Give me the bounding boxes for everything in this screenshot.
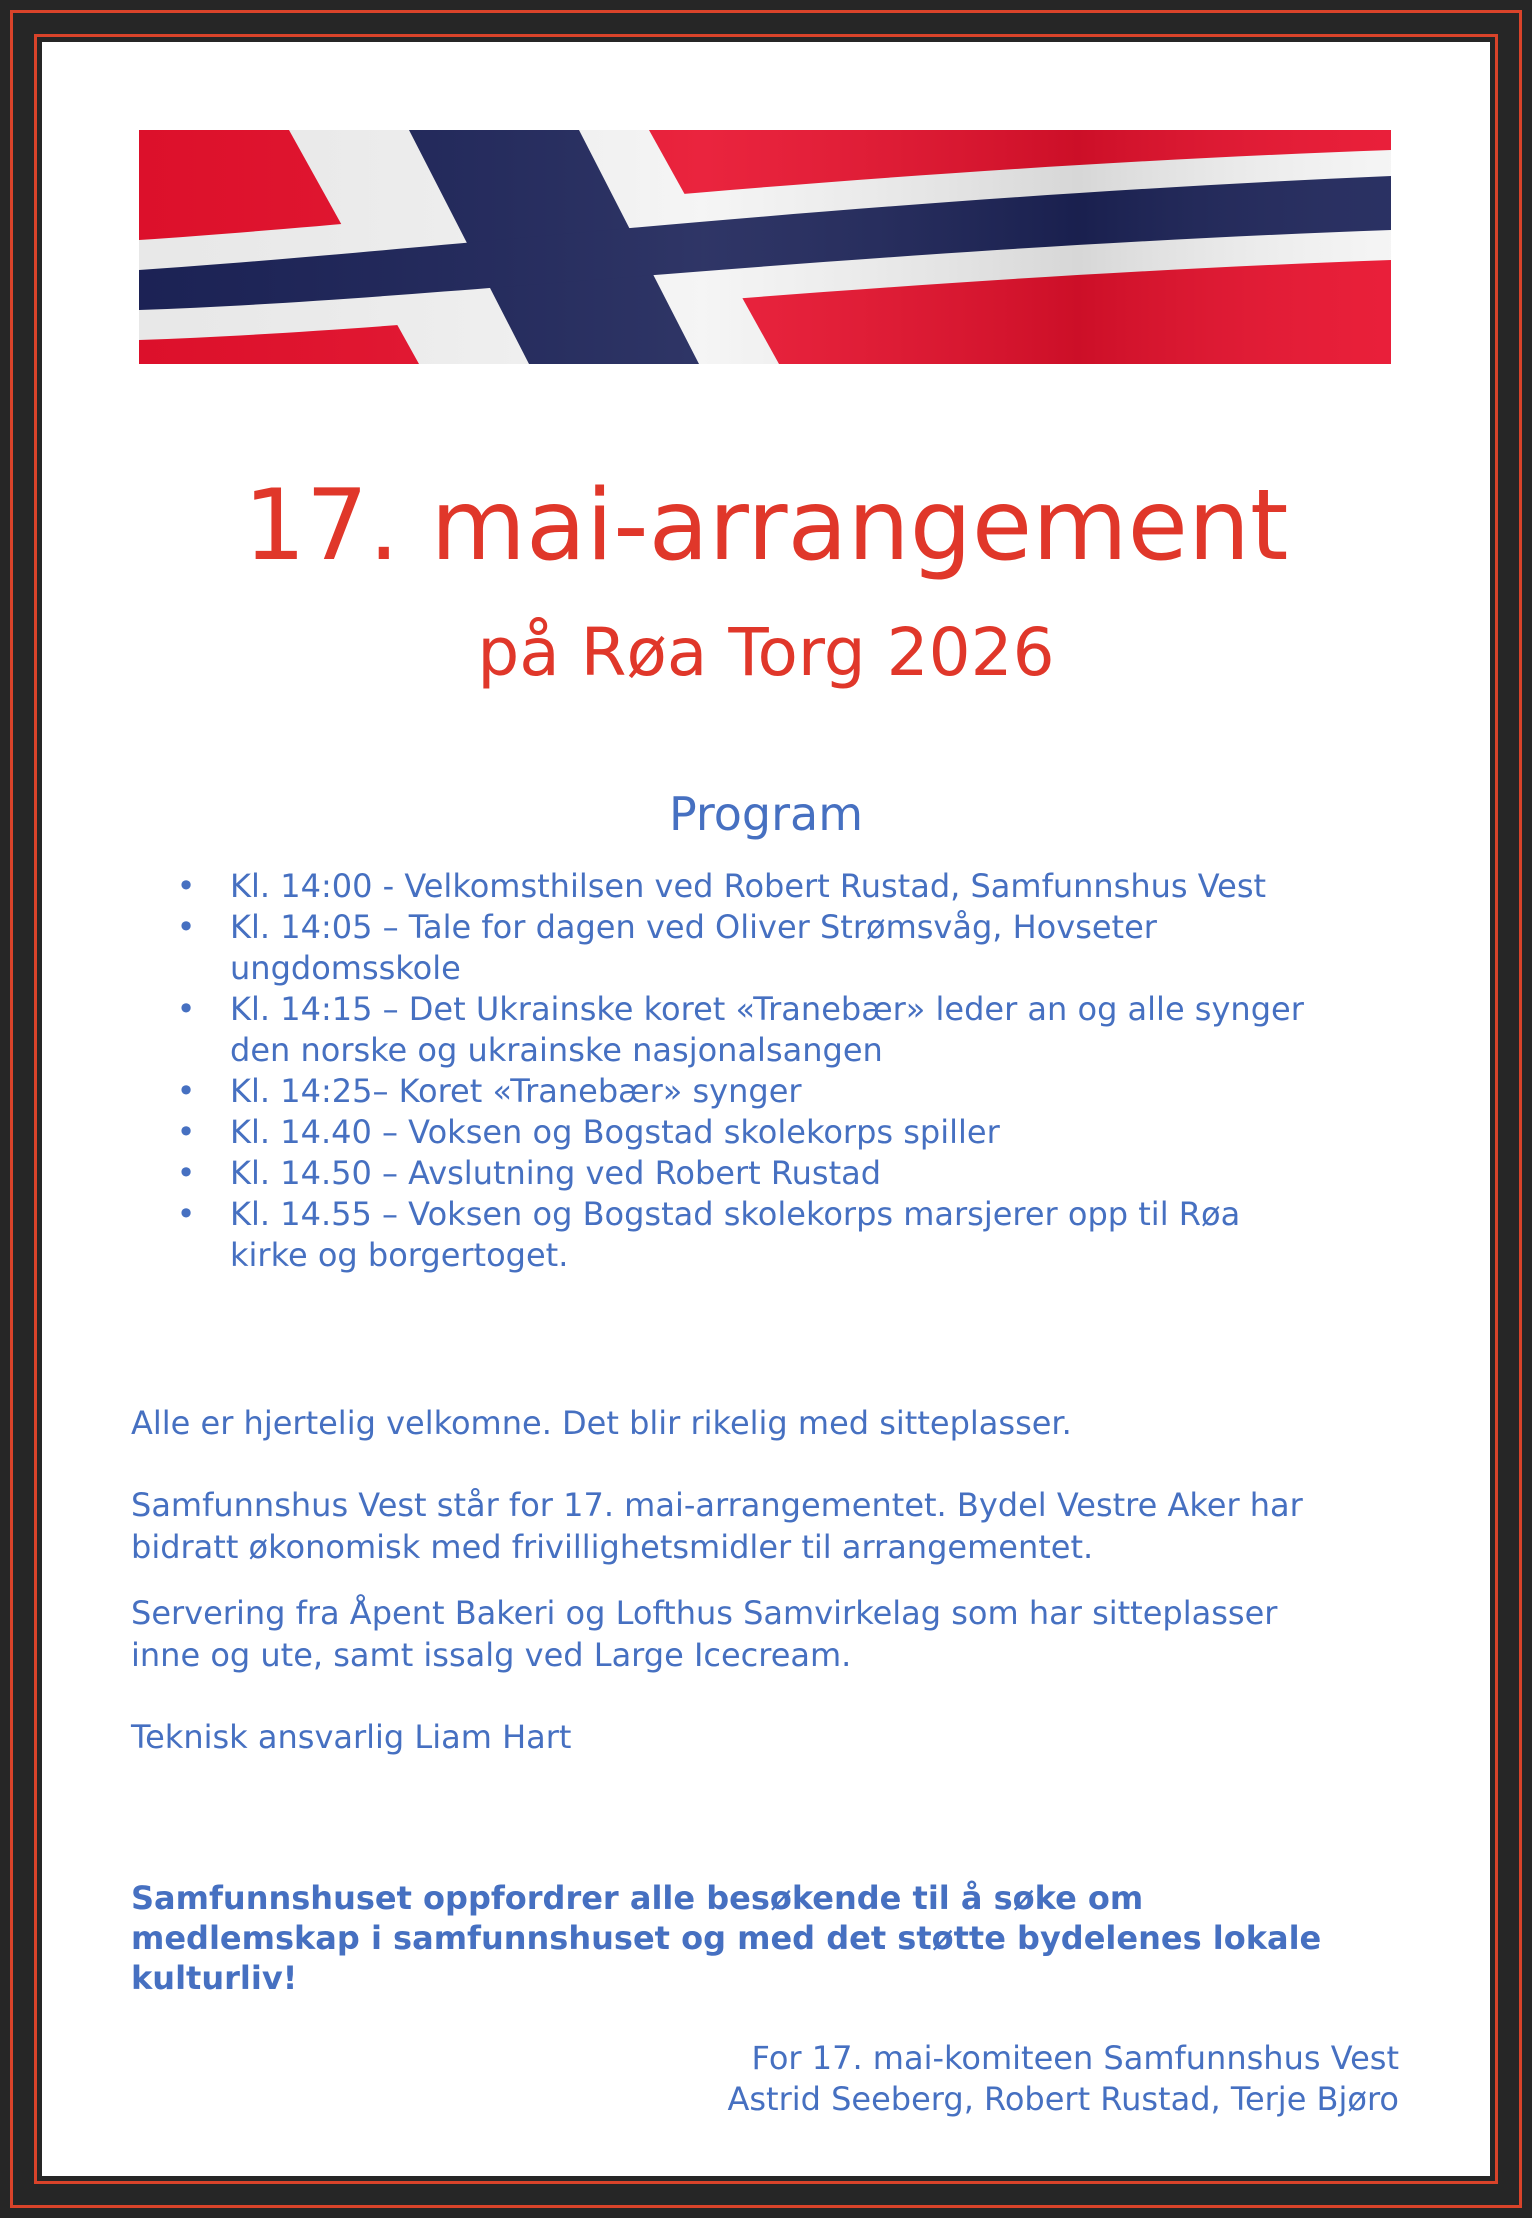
program-item-text-cont: den norske og ukrainske nasjonalsangen	[230, 1031, 883, 1069]
program-item-text: Kl. 14:15 – Det Ukrainske koret «Tranebær» leder an og alle synger	[230, 990, 1304, 1028]
event-subtitle: på Røa Torg 2026	[477, 614, 1055, 691]
organizer-line: bidratt økonomisk med frivillighetsmidler til arrangementet.	[131, 1528, 1094, 1566]
program-item-text: Kl. 14:00 - Velkomsthilsen ved Robert Rustad, Samfunnshus Vest	[230, 867, 1267, 905]
signature-committee: For 17. mai-komiteen Samfunnshus Vest	[751, 2039, 1399, 2077]
welcome-text: Alle er hjertelig velkomne. Det blir rikelig med sitteplasser.	[131, 1404, 1072, 1442]
program-item-text: Kl. 14:05 – Tale for dagen ved Oliver Strømsvåg, Hovseter	[230, 908, 1157, 946]
program-item-text: Kl. 14.50 – Avslutning ved Robert Rustad	[230, 1154, 882, 1192]
organizer-text	[131, 1484, 1421, 1568]
serving-line: Servering fra Åpent Bakeri og Lofthus Samvirkelag som har sitteplasser	[131, 1594, 1278, 1632]
bullet-icon: •	[176, 1072, 196, 1110]
bullet-icon: •	[176, 990, 196, 1028]
appeal-line: Samfunnshuset oppfordrer alle besøkende til å søke om	[131, 1879, 1144, 1917]
technical-text: Teknisk ansvarlig Liam Hart	[131, 1718, 572, 1756]
signature-block	[131, 2038, 1399, 2120]
program-heading: Program	[668, 787, 864, 841]
program-item-text-cont: ungdomsskole	[230, 949, 461, 987]
program-item	[176, 1112, 1436, 1153]
program-item	[176, 1194, 1436, 1276]
program-item	[176, 989, 1436, 1071]
appeal-line: medlemskap i samfunnshuset og med det støtte bydelenes lokale	[131, 1919, 1322, 1957]
appeal-line: kulturliv!	[131, 1959, 298, 1997]
program-item	[176, 1153, 1436, 1194]
program-item-text: Kl. 14.55 – Voksen og Bogstad skolekorps marsjerer opp til Røa	[230, 1195, 1241, 1233]
bullet-icon: •	[176, 867, 196, 905]
bullet-icon: •	[176, 1154, 196, 1192]
event-title: 17. mai-arrangement	[243, 469, 1289, 583]
program-list	[176, 866, 1436, 1276]
serving-text	[131, 1592, 1421, 1676]
bullet-icon: •	[176, 1113, 196, 1151]
norwegian-flag-icon	[139, 130, 1391, 364]
program-item	[176, 866, 1436, 907]
organizer-line: Samfunnshus Vest står for 17. mai-arrangementet. Bydel Vestre Aker har	[131, 1486, 1303, 1524]
program-item-text: Kl. 14.40 – Voksen og Bogstad skolekorps spiller	[230, 1113, 1000, 1151]
membership-appeal	[131, 1878, 1421, 1998]
bullet-icon: •	[176, 1195, 196, 1233]
program-item-text: Kl. 14:25– Koret «Tranebær» synger	[230, 1072, 802, 1110]
program-item-text-cont: kirke og borgertoget.	[230, 1236, 569, 1274]
serving-line: inne og ute, samt issalg ved Large Icecream.	[131, 1636, 852, 1674]
program-item	[176, 1071, 1436, 1112]
program-item	[176, 907, 1436, 989]
signature-names: Astrid Seeberg, Robert Rustad, Terje Bjøro	[727, 2080, 1399, 2118]
bullet-icon: •	[176, 908, 196, 946]
poster-page	[42, 42, 1490, 2176]
